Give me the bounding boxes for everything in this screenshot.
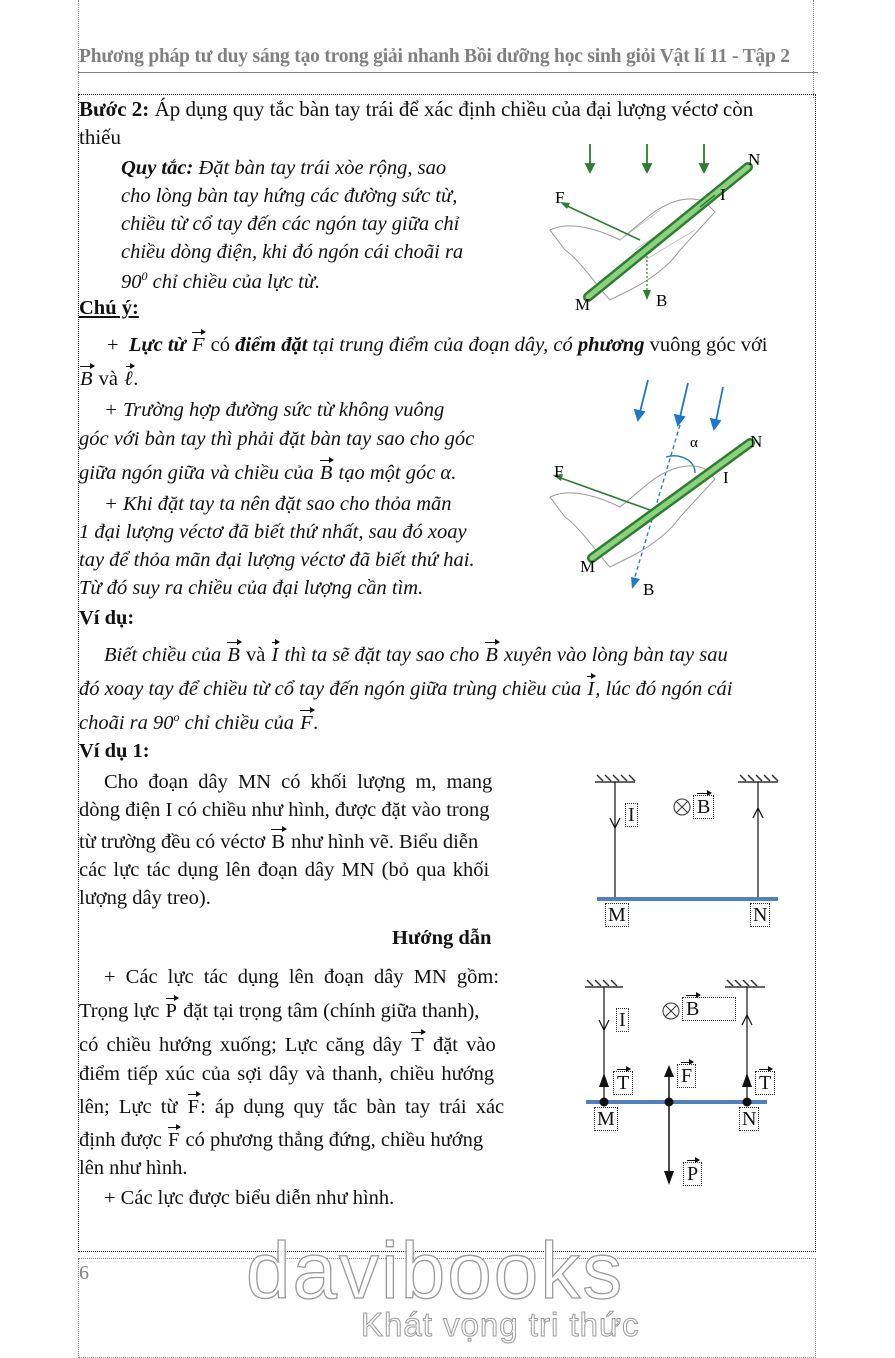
example-line2: đó xoay tay để chiều từ cổ tay đến ngón giữa trùng chiều của I, lúc đó ngón cái <box>79 678 733 700</box>
rule-line3: chiều từ cổ tay đến các ngón tay giữa chỉ <box>121 213 460 235</box>
point-m-label: M <box>605 903 629 927</box>
guide-line3: có chiều hướng xuống; Lực căng dây T đặt vào <box>79 1034 496 1056</box>
example1-line5: lượng dây treo). <box>79 887 211 909</box>
example-label: Ví dụ: <box>79 607 135 629</box>
rule-line4: chiều dòng điện, khi đó ngón cái choãi ra <box>121 241 464 263</box>
oblique-field-lines-icon <box>635 380 723 429</box>
note-item2-line2: góc với bàn tay thì phải đặt bàn tay sao cho góc <box>79 428 475 450</box>
svg-text:B: B <box>643 580 655 597</box>
svg-text:F: F <box>555 188 565 207</box>
step2-line2: thiếu <box>79 125 121 149</box>
svg-text:B: B <box>656 291 668 310</box>
point-n-label: N <box>750 903 770 927</box>
note-item3-line4: Từ đó suy ra chiều của đại lượng cần tìm. <box>79 577 424 599</box>
example1-label: Ví dụ 1: <box>79 740 150 762</box>
guide-title: Hướng dẫn <box>392 927 492 949</box>
point-m-label-2: M <box>594 1107 618 1131</box>
guide-line1: + Các lực tác dụng lên đoạn dây MN gồm: <box>104 966 500 988</box>
example1-line4: các lực tác dụng lên đoạn dây MN (bỏ qua khối <box>79 859 490 881</box>
current-label: I <box>625 803 638 827</box>
note-item3-line2: 1 đại lượng véctơ đã biết thứ nhất, sau đó xoay <box>79 521 467 543</box>
example1-line3: từ trường đều có véctơ B như hình vẽ. Biểu diễn <box>79 831 479 853</box>
left-hand-rule-figure <box>540 140 770 312</box>
magnetic-force-label: F <box>677 1064 696 1088</box>
slogan-watermark: Khát vọng tri thức <box>361 1306 640 1343</box>
current-label-2: I <box>616 1008 629 1032</box>
field-label-2: B <box>682 997 736 1021</box>
guide-line6: định được F có phương thẳng đứng, chiều hướng <box>79 1129 484 1151</box>
svg-text:α: α <box>690 435 698 451</box>
example1-line1: Cho đoạn dây MN có khối lượng m, mang <box>104 771 493 793</box>
svg-text:I: I <box>723 468 729 487</box>
header-divider <box>78 72 818 73</box>
step2-line1: Bước 2: Áp dụng quy tắc bàn tay trái để xác định chiều của đại lượng véctơ còn <box>79 97 754 121</box>
svg-text:N: N <box>750 432 763 451</box>
example-line3: choãi ra 90$^o$ chỉ chiều của F. <box>79 710 319 734</box>
page-number: 6 <box>79 1262 89 1284</box>
note-item2-line3: giữa ngón giữa và chiều của B tạo một góc α. <box>79 462 457 484</box>
angled-field-hand-figure <box>540 375 770 597</box>
field-lines-icon <box>586 144 708 172</box>
guide-line8: + Các lực được biểu diễn như hình. <box>104 1187 395 1209</box>
svg-text:M: M <box>580 557 596 576</box>
guide-line5: lên; Lực từ F: áp dụng quy tắc bàn tay trái xác <box>79 1096 505 1118</box>
note-item1-line1: + Lực từ F có điểm đặt tại trung điểm của đoạn dây, có phương vuông góc với <box>107 334 768 356</box>
ceiling-support-icon <box>595 775 778 782</box>
running-header: Phương pháp tư duy sáng tạo trong giải nhanh Bồi dưỡng học sinh giỏi Vật lí 11 - Tập 2 <box>79 46 790 67</box>
point-n-label-2: N <box>739 1107 759 1131</box>
guide-line4: điểm tiếp xúc của sợi dây và thanh, chiều hướng <box>79 1063 495 1085</box>
tension-label-m: T <box>613 1071 633 1095</box>
note-item3-line1: + Khi đặt tay ta nên đặt sao cho thỏa mãn <box>104 493 452 515</box>
note-item2-line1: + Trường hợp đường sức từ không vuông <box>104 399 445 421</box>
rule-line1: Quy tắc: Đặt bàn tay trái xòe rộng, sao <box>121 157 447 179</box>
example1-line2: dòng điện I có chiều như hình, được đặt vào trong <box>79 799 490 821</box>
svg-text:N: N <box>748 150 761 169</box>
brand-watermark: davibooks <box>246 1226 625 1315</box>
note-item3-line3: tay để thỏa mãn đại lượng véctơ đã biết thứ hai. <box>79 549 475 571</box>
field-label: B <box>693 795 714 819</box>
note-item1-line2: B và ℓ. <box>80 368 139 390</box>
rule-line2: cho lòng bàn tay hứng các đường sức từ, <box>121 185 458 207</box>
weight-label: P <box>683 1162 702 1186</box>
example-line1: Biết chiều của B và I thì ta sẽ đặt tay sao cho B xuyên vào lòng bàn tay sau <box>104 644 728 666</box>
note-label: Chú ý: <box>79 297 139 319</box>
guide-line2: Trọng lực P đặt tại trọng tâm (chính giữa thanh), <box>79 1000 480 1022</box>
rule-line5: $90^0$ chỉ chiều của lực từ. <box>121 269 321 293</box>
tension-label-n: T <box>755 1071 775 1095</box>
step2-label: Bước 2: <box>79 97 150 121</box>
rule-label: Quy tắc: <box>121 157 194 179</box>
guide-line7: lên như hình. <box>79 1157 188 1179</box>
ceiling-support-icon <box>585 980 765 987</box>
svg-text:M: M <box>575 295 591 312</box>
svg-text:F: F <box>554 462 564 481</box>
svg-text:I: I <box>720 185 726 204</box>
